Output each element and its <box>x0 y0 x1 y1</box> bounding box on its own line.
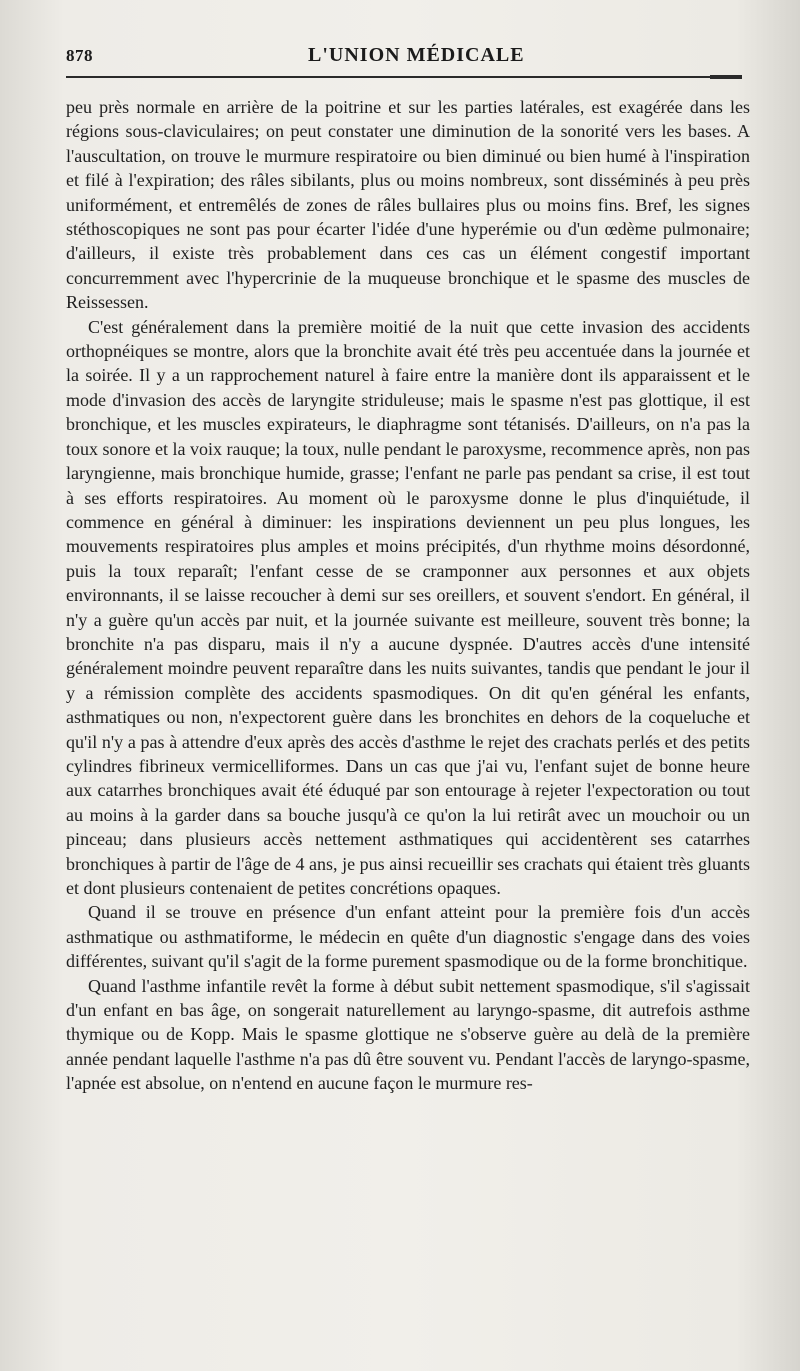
paragraph-continuation: peu près normale en arrière de la poitrine et sur les parties latérales, est exagérée dans les régions sous-claviculaires; on peut constater une diminution de la sonorité vers les bases. A l'auscultation, on trouve le murmure respiratoire ou bien diminué ou bien humé à l'inspiration et filé à l'expiration; des râles sibilants, plus ou moins nombreux, sont disséminés à peu près uniformément, et entremêlés de zones de râles bullaires plus ou moins fins. Bref, les signes stéthoscopiques ne sont pas pour écarter l'idée d'une hyperémie ou d'un œdème pulmonaire; d'ailleurs, il existe très probablement dans ces cas un élément congestif important concurremment avec l'hypercrinie de la muqueuse bronchique et le spasme des muscles de Reissessen. <box>66 97 750 313</box>
header-rule <box>66 76 742 78</box>
header-rule-end <box>710 75 742 79</box>
article-body <box>66 95 750 1096</box>
paragraph-diagnosis: Quand il se trouve en présence d'un enfant atteint pour la première fois d'un accès asthmatique ou asthmatiforme, le médecin en quête d'un diagnostic s'engage dans des voies différentes, suivant qu'il s'agit de la forme purement spasmodique ou de la forme bronchitique. <box>66 902 750 972</box>
paragraph-spasmodic-form: Quand l'asthme infantile revêt la forme à début subit nettement spasmodique, s'il s'agissait d'un enfant en bas âge, on songerait naturellement au laryngo-spasme, dit autrefois asthme thymique ou de Kopp. Mais le spasme glottique ne s'observe guère au delà de la première année pendant laquelle l'asthme n'a pas dû être souvent vu. Pendant l'accès de laryngo-spasme, l'apnée est absolue, on n'entend en aucune façon le murmure res- <box>66 975 750 1094</box>
page-header <box>66 44 746 74</box>
paragraph-orthopnea: C'est généralement dans la première moitié de la nuit que cette invasion des accidents orthopnéiques se montre, alors que la bronchite avait été très peu accentuée dans la journée et la soirée. Il y a un rapprochement naturel à faire entre la manière dont ils apparaissent et le mode d'invasion des accès de laryngite striduleuse; mais le spasme n'est pas glottique, il est bronchique, et les muscles expirateurs, le diaphragme sont tétanisés. D'ailleurs, on n'a pas la toux sonore et la voix rauque; la toux, nulle pendant le paroxysme, recommence après, non pas laryngienne, mais bronchique humide, grasse; l'enfant ne parle pas pendant sa crise, il est tout à ses efforts respiratoires. Au moment où le paroxysme donne le plus d'inquiétude, il commence en général à diminuer: les inspirations deviennent un peu plus longues, les mouvements respiratoires plus amples et moins précipités, d'un rhythme moins désordonné, puis la toux reparaît; l'enfant cesse de se cramponner aux personnes et aux objets environnants, il se laisse recoucher à demi sur ses oreillers, et souvent s'endort. En général, il n'y a guère qu'un accès par nuit, et la journée suivante est meilleure, souvent très bonne; la bronchite n'a pas disparu, mais il n'y a aucune dyspnée. D'autres accès d'une intensité généralement moindre peuvent reparaître dans les nuits suivantes, tandis que pendant le jour il y a rémission complète des accidents spasmodiques. On dit qu'en général les enfants, asthmatiques ou non, n'expectorent guère dans les bronchites en dehors de la coqueluche et qu'il n'y a pas à attendre d'eux après des accès d'asthme le rejet des crachats perlés et des petits cylindres fibrineux vermicelliformes. Dans un cas que j'ai vu, l'enfant sujet de bonne heure aux catarrhes bronchiques avait été éduqué par son entourage à rejeter l'expectoration ou tout au moins à la garder dans sa bouche jusqu'à ce qu'on la lui retirât avec un mouchoir ou un pinceau; dans plusieurs accès nettement asthmatiques qui accidentèrent ses catarrhes bronchiques à partir de l'âge de 4 ans, je pus ainsi recueillir ses crachats qui étaient très gluants et dont plusieurs contenaient de petites concrétions opaques. <box>66 316 750 898</box>
journal-title: L'UNION MÉDICALE <box>308 44 525 66</box>
page-number: 878 <box>66 46 93 65</box>
